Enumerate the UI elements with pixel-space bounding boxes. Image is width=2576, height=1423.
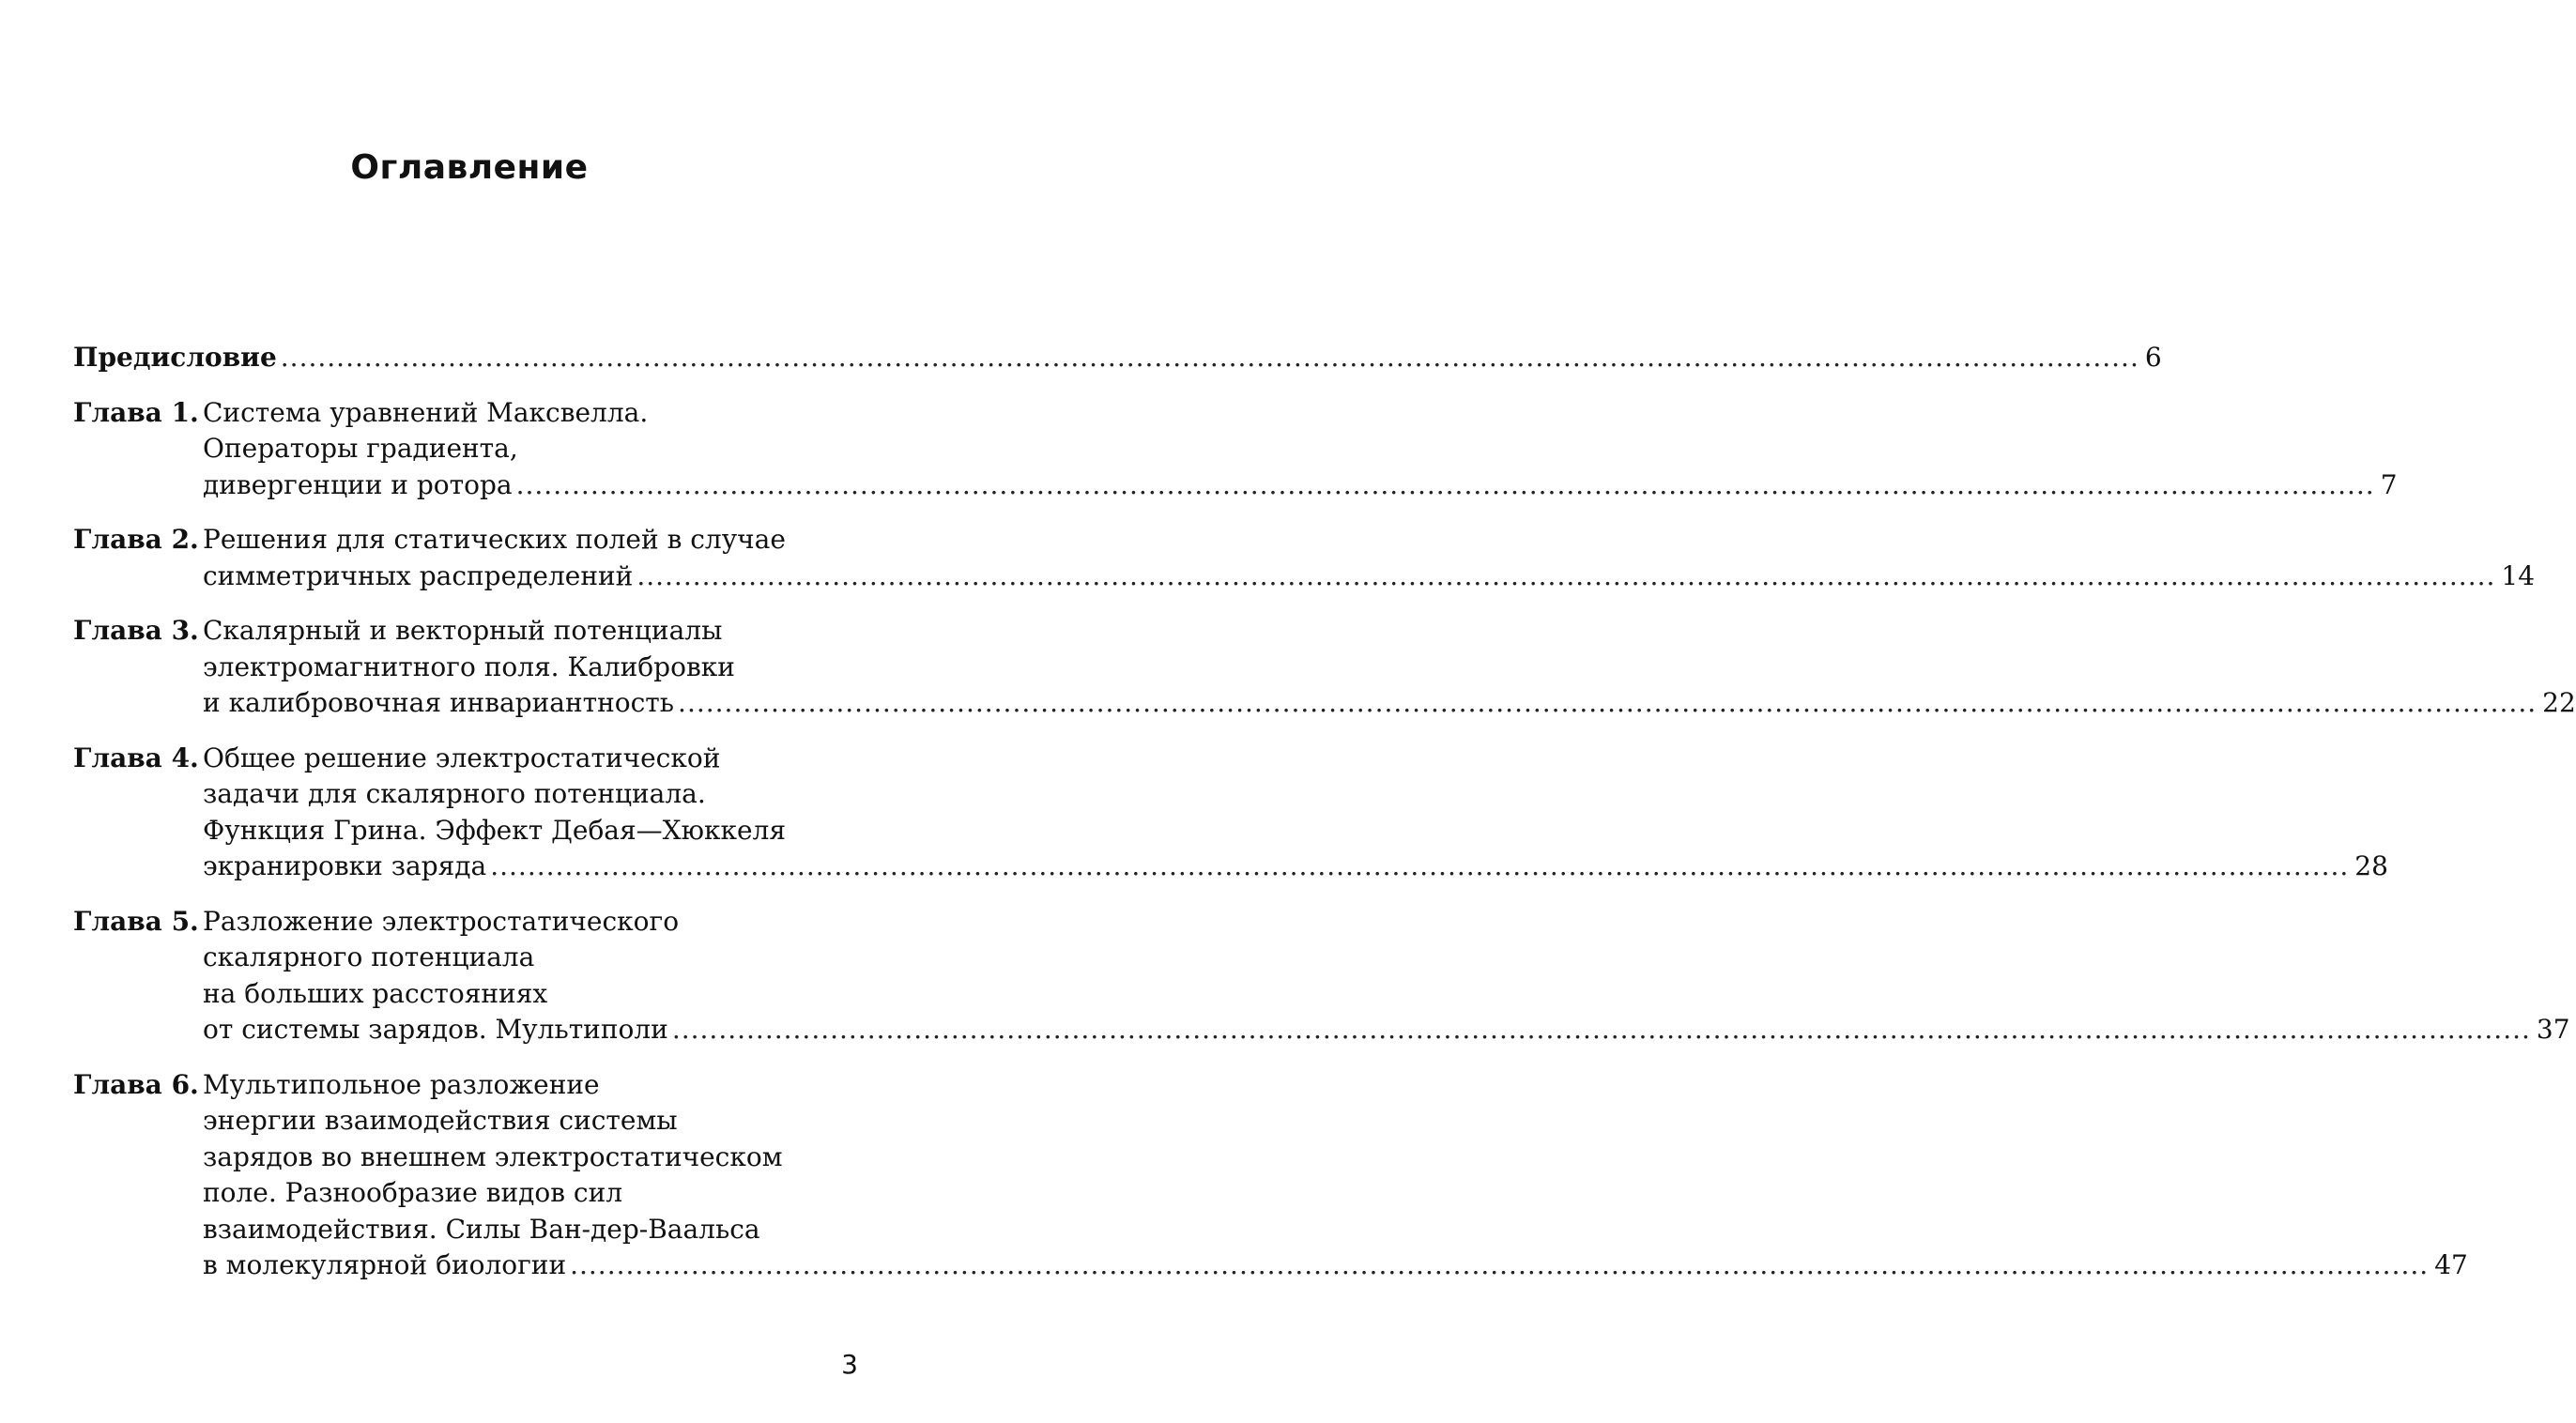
dot-leader: ........................................................................................................................................................................................................ [490,850,2350,881]
chapter-label: Глава 1. [73,396,199,428]
toc-entry-title: Предисловие [73,342,277,373]
toc-entry-line: энергии взаимодействия системы [203,1105,678,1136]
toc-entry-preface [73,340,2162,376]
dot-leader: ........................................................................................................................................................................................................ [671,1014,2531,1045]
toc-entry-line: дивергенции и ротора [203,468,513,500]
toc-entry-chapter-6 [73,1067,2468,1284]
toc-entry-line: Мультипольное разложение [203,1068,600,1100]
toc-entry-chapter-3 [73,613,2576,722]
toc-entry-chapter-2 [73,522,2536,594]
dot-leader: ........................................................................................................................................................................................................ [678,687,2538,718]
toc-page-number: 22 [2542,687,2576,718]
toc-entry-line: на больших расстояниях [203,977,548,1009]
toc-entry-chapter-4 [73,741,2388,885]
toc-entry-line: электромагнитного поля. Калибровки [203,650,735,682]
toc-entry-line: задачи для скалярного потенциала. [203,778,706,809]
chapter-label: Глава 6. [73,1068,199,1100]
toc-page-number: 37 [2536,1014,2570,1045]
toc-entry-line: от системы зарядов. Мультиполи [203,1014,668,1045]
dot-leader: ........................................................................................................................................................................................................ [636,559,2496,591]
table-of-contents [73,340,2576,1303]
toc-page-number: 14 [2501,559,2536,591]
toc-entry-line: зарядов во внешнем электростатическом [203,1140,783,1172]
toc-page-number: 7 [2380,468,2398,500]
toc-entry-line: Скалярный и векторный потенциалы [203,615,723,646]
toc-page-number: 47 [2434,1249,2468,1280]
toc-page-number: 6 [2144,342,2162,373]
toc-entry-line: Система уравнений Максвелла. [203,396,649,428]
toc-entry-line: взаимодействия. Силы Ван-дер-Ваальса [203,1213,760,1245]
toc-entry-line: поле. Разнообразие видов сил [203,1177,623,1208]
dot-leader: ........................................................................................................................................................................................................ [570,1249,2430,1280]
toc-entry-line: и калибровочная инвариантность [203,687,675,718]
toc-entry-line: симметричных распределений [203,559,634,591]
toc-entry-line: Разложение электростатического [203,905,680,937]
toc-entry-line: скалярного потенциала [203,941,535,972]
toc-entry-line: Общее решение электростатической [203,742,721,773]
chapter-label: Глава 4. [73,742,199,773]
toc-entry-line: экранировки заряда [203,850,487,881]
dot-leader: ........................................................................................................................................................................................................ [515,468,2375,500]
toc-entry-line: Решения для статических полей в случае [203,524,786,555]
toc-entry-chapter-1 [73,395,2398,504]
toc-entry-chapter-5 [73,904,2570,1048]
dot-leader: ........................................................................................................................................................................................................ [280,342,2139,373]
page-number: 3 [841,1349,858,1380]
page-title: Оглавление [350,148,589,187]
chapter-label: Глава 2. [73,524,199,555]
toc-entry-line: Операторы градиента, [203,433,518,464]
toc-entry-line: в молекулярной биологии [203,1249,567,1280]
chapter-label: Глава 5. [73,905,199,937]
toc-page-number: 28 [2354,850,2388,881]
chapter-label: Глава 3. [73,615,199,646]
toc-entry-line: Функция Грина. Эффект Дебая—Хюккеля [203,814,786,846]
